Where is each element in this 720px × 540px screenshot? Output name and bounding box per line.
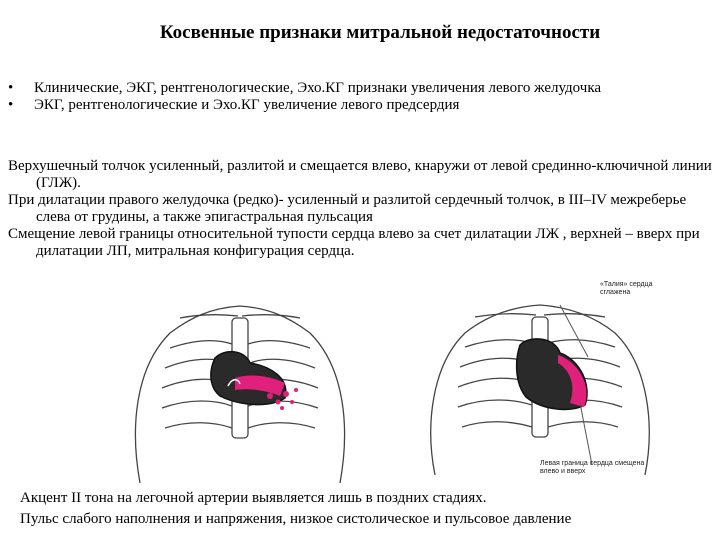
figure-label-bottom: Левая граница сердца смещена влево и вверх [540,460,645,475]
paragraph: При дилатации правого желудочка (редко)- усиленный и разлитой сердечный толчок, в III–IV межреберье слева от грудины, а также эпигастральная пульсация [8,192,687,225]
bullet-dot: • [8,80,14,96]
chest-illustration-right [420,275,670,485]
footer-text [20,488,710,530]
figure-label-top: «Талия» сердца сглажена [600,281,653,296]
paragraph: Верхушечный толчок усиленный, разлитой и смещается влево, кнаружи от левой срединно-ключичной линии (ГЛЖ). [8,158,712,191]
footer-line: Акцент II тона на легочной артерии выявляется лишь в поздних стадиях. [20,490,487,506]
bullet-item [8,80,708,97]
bullet-list [8,80,708,114]
footer-line: Пульс слабого наполнения и напряжения, низкое систолическое и пульсовое давление [20,511,572,527]
paragraph: Смещение левой границы относительной тупости сердца влево за счет дилатации ЛЖ , верхней – вверх при дилатации ЛП, митральная конфигурация сердца. [8,226,700,259]
bullet-text: ЭКГ, рентгенологические и Эхо.КГ увеличение левого предсердия [34,97,460,113]
bullet-text: Клинические, ЭКГ, рентгенологические, Эхо.КГ признаки увеличения левого желудочка [34,80,602,96]
chest-illustration-left [120,278,360,483]
bullet-item [8,97,708,114]
bullet-dot: • [8,97,14,113]
paragraph-block [8,158,713,260]
page-title: Косвенные признаки митральной недостаточности [159,22,601,43]
